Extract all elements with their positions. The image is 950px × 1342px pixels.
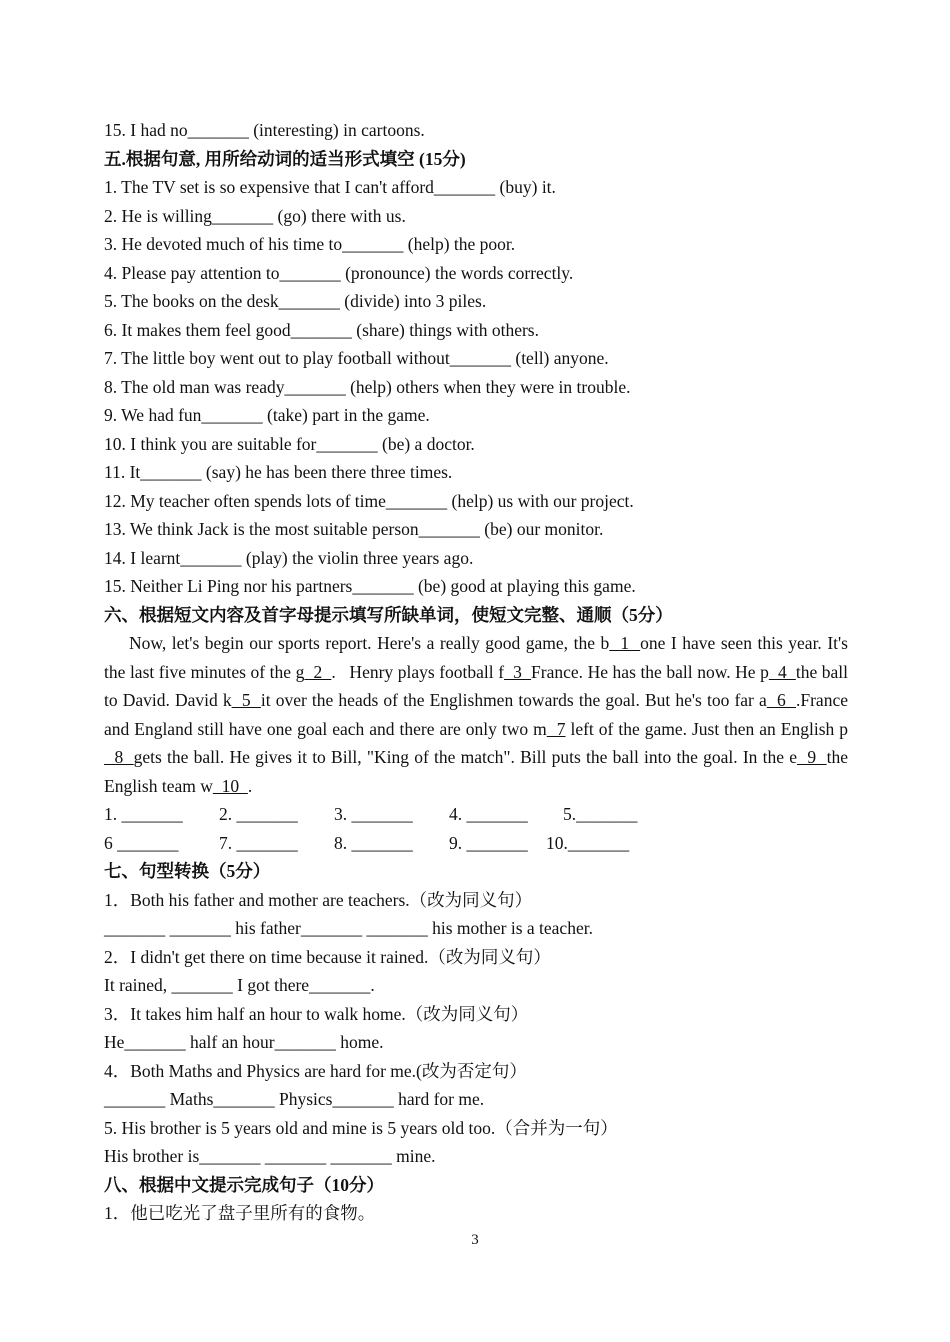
passage-text: . Henry plays football f (331, 661, 505, 682)
question-item: 1. The TV set is so expensive that I can't afford_______ (buy) it. (104, 177, 556, 197)
passage-blank: 7 (546, 718, 566, 739)
section-eight (104, 1171, 848, 1228)
answer-line: His brother is_______ _______ _______ mine. (104, 1146, 436, 1166)
passage-blank: 4 (768, 661, 796, 682)
question-item: 10. I think you are suitable for_______ (be) a doctor. (104, 433, 475, 454)
passage-blank: 9 (796, 747, 827, 767)
question-item: 6. It makes them feel good_______ (share) things with others. (104, 319, 539, 340)
passage-text: left of the game. Just then an English p (565, 718, 849, 739)
page-number: 3 (471, 1232, 479, 1248)
previous-question: 15. I had no_______ (interesting) in cartoons. (104, 120, 425, 140)
passage-blank: 1 (609, 633, 641, 653)
passage-blank: 3 (504, 661, 532, 682)
passage-blank: 2 (304, 661, 332, 682)
answer-line: _______ Maths_______ Physics_______ hard for me. (104, 1089, 485, 1109)
passage-text: . (247, 775, 253, 796)
question-item: 5. His brother is 5 years old and mine is 5 years old too.（合并为一句） (104, 1117, 618, 1138)
question-item: 1．Both his father and mother are teachers.（改为同义句） (104, 889, 533, 910)
section-seven-title: 七、句型转换（5分） (104, 861, 271, 881)
passage-blank: 10 (212, 775, 248, 796)
answer-blank: 9. _______ (449, 832, 528, 853)
answer-row-1 (104, 800, 848, 829)
passage-blank: 8 (104, 747, 134, 767)
question-item: 5. The books on the desk_______ (divide) into 3 piles. (104, 291, 487, 311)
question-item: 7. The little boy went out to play football without_______ (tell) anyone. (104, 348, 609, 368)
section-six (104, 601, 848, 858)
passage-blank: 5 (231, 690, 261, 710)
question-item: 12. My teacher often spends lots of time_______ (help) us with our project. (104, 490, 634, 511)
question-item: 15. Neither Li Ping nor his partners_______ (be) good at playing this game. (104, 576, 636, 596)
question-item: 3．It takes him half an hour to walk home.（改为同义句） (104, 1003, 529, 1024)
answer-blank: 2. _______ (219, 804, 298, 824)
question-item: 4. Please pay attention to_______ (pronounce) the words correctly. (104, 262, 574, 283)
passage-blank: 6 (766, 690, 796, 710)
answer-blank: 8. _______ (334, 832, 413, 853)
answer-blank: 1. _______ (104, 804, 183, 824)
answer-blank: 10._______ (546, 832, 630, 853)
answer-line: It rained, _______ I got there_______. (104, 975, 375, 995)
passage-text: gets the ball. He gives it to Bill, "King of the match". Bill puts the ball into the goal. In the e (133, 747, 797, 767)
question-item: 4．Both Maths and Physics are hard for me.(改为否定句） (104, 1060, 527, 1081)
passage-text: .France and England still have one goal each and there are only two m (104, 690, 848, 739)
section-five (104, 145, 848, 601)
answer-blank: 5._______ (563, 804, 638, 824)
cloze-passage (104, 629, 848, 800)
answer-line: _______ _______ his father_______ _______ his mother is a teacher. (104, 918, 593, 938)
question-item: 14. I learnt_______ (play) the violin three years ago. (104, 547, 474, 568)
question-item: 11. It_______ (say) he has been there three times. (104, 462, 453, 482)
question-item: 2. He is willing_______ (go) there with us. (104, 205, 406, 226)
answer-line: He_______ half an hour_______ home. (104, 1032, 384, 1052)
answer-blank: 3. _______ (334, 804, 413, 824)
passage-text: Now, let's begin our sports report. Here's a really good game, the b (129, 633, 610, 653)
passage-text: it over the heads of the Englishmen towards the goal. But he's too far a (260, 690, 767, 710)
question-item: 3. He devoted much of his time to_______ (help) the poor. (104, 234, 516, 254)
worksheet-page (104, 116, 848, 1228)
question-item: 1．他已吃光了盘子里所有的食物。 (104, 1203, 376, 1223)
answer-blank: 4. _______ (449, 804, 528, 824)
answer-blank: 7. _______ (219, 832, 298, 853)
answer-row-2 (104, 829, 848, 858)
question-item: 9. We had fun_______ (take) part in the game. (104, 405, 430, 425)
passage-text: one I have seen this year. It's the last five minutes of the g (104, 633, 848, 682)
question-item: 13. We think Jack is the most suitable person_______ (be) our monitor. (104, 519, 604, 539)
section-seven (104, 857, 848, 1171)
section-five-title: 五.根据句意, 用所给动词的适当形式填空 (15分) (104, 148, 466, 169)
question-item: 8. The old man was ready_______ (help) others when they were in trouble. (104, 376, 631, 397)
passage-text: the English team w (104, 747, 848, 796)
section-six-title: 六、根据短文内容及首字母提示填写所缺单词，使短文完整、通顺（5分） (104, 604, 673, 625)
question-item: 2．I didn't get there on time because it rained.（改为同义句） (104, 946, 551, 967)
section-eight-title: 八、根据中文提示完成句子（10分） (104, 1174, 384, 1195)
answer-blank: 6 _______ (104, 832, 179, 853)
passage-text: the ball to David. David k (104, 661, 849, 710)
passage-text: France. He has the ball now. He p (531, 661, 769, 682)
